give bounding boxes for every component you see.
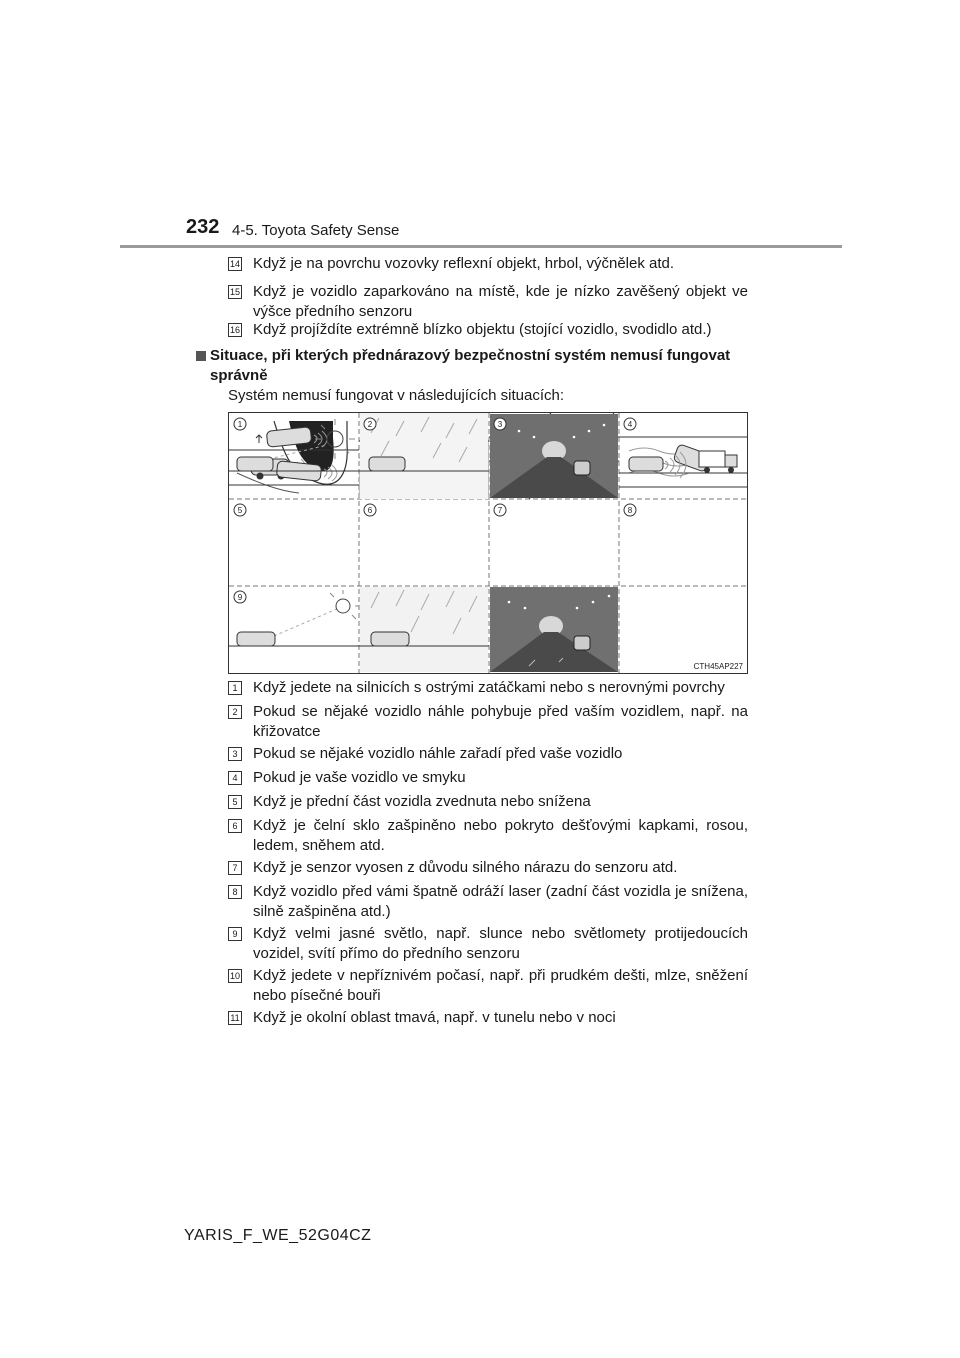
item-text: Když vozidlo před vámi špatně odráží laser (zadní část vozidla je snížena, silně zašpiněna atd.) bbox=[253, 883, 748, 920]
panel-label-3 bbox=[494, 418, 506, 430]
item-text: Když je senzor vyosen z důvodu silného nárazu do senzoru atd. bbox=[253, 859, 678, 876]
intro-text: Systém nemusí fungovat v následujících situacích: bbox=[228, 387, 564, 404]
list-item bbox=[228, 744, 748, 764]
item-number-badge: 8 bbox=[228, 885, 242, 899]
panel-label-8 bbox=[624, 504, 636, 516]
panel-label-text: 3 bbox=[497, 420, 503, 429]
panel-label-7 bbox=[494, 504, 506, 516]
figure-code: CTH45AP227 bbox=[693, 662, 743, 671]
list-item bbox=[228, 678, 748, 698]
item-text: Když je vozidlo zaparkováno na místě, kde je nízko zavěšený objekt ve výšce předního senzoru bbox=[253, 283, 748, 320]
heading-text: Situace, při kterých přednárazový bezpečnostní systém nemusí fungovat správně bbox=[210, 347, 731, 384]
situations-illustration bbox=[229, 413, 747, 673]
panel-label-text: 6 bbox=[367, 506, 373, 515]
list-item bbox=[228, 966, 748, 1006]
panel-11-tunnel-drawing bbox=[490, 414, 618, 498]
panel-label-1 bbox=[234, 418, 246, 430]
item-text: Když je okolní oblast tmavá, např. v tunelu nebo v noci bbox=[253, 1009, 616, 1026]
list-item bbox=[228, 1008, 748, 1028]
heading-bullet-icon bbox=[196, 351, 206, 361]
item-text: Když je přední část vozidla zvednuta nebo snížena bbox=[253, 793, 591, 810]
list-item bbox=[228, 792, 748, 812]
item-number-badge: 7 bbox=[228, 861, 242, 875]
list-item bbox=[228, 882, 748, 922]
item-number-badge: 15 bbox=[229, 287, 240, 297]
page-number: 232 bbox=[186, 216, 220, 238]
item-number-badge: 3 bbox=[228, 747, 242, 761]
panel-label-4 bbox=[624, 418, 636, 430]
item-text: Pokud se nějaké vozidlo náhle pohybuje před vaším vozidlem, např. na křižovatce bbox=[253, 703, 748, 740]
panel-label-6 bbox=[364, 504, 376, 516]
item-number-badge: 5 bbox=[228, 795, 242, 809]
panel-label-text: 5 bbox=[237, 506, 243, 515]
model-code: YARIS_F_WE_52G04CZ bbox=[184, 1227, 372, 1244]
list-item bbox=[228, 816, 748, 856]
item-number-badge: 2 bbox=[228, 705, 242, 719]
section-title: 4-5. Toyota Safety Sense bbox=[232, 222, 400, 239]
item-number-badge: 4 bbox=[228, 771, 242, 785]
item-text: Když velmi jasné světlo, např. slunce nebo světlomety protijedoucích vozidel, svítí přímo do předního senzoru bbox=[253, 925, 748, 962]
item-number-badge: 10 bbox=[229, 971, 240, 981]
list-item bbox=[228, 320, 748, 340]
panel-10-bad-weather-drawing bbox=[359, 413, 489, 499]
item-number-badge: 14 bbox=[229, 259, 240, 269]
situations-figure bbox=[228, 412, 748, 674]
panel-5-raised-lowered-front-drawing bbox=[229, 427, 359, 485]
item-text: Když je čelní sklo zašpiněno nebo pokryto dešťovými kapkami, rosou, ledem, sněhem atd. bbox=[253, 817, 748, 854]
item-number-badge: 11 bbox=[228, 1011, 242, 1025]
header-rule bbox=[120, 245, 842, 248]
panel-label-5 bbox=[234, 504, 246, 516]
list-item bbox=[228, 254, 748, 274]
panel-label-2 bbox=[364, 418, 376, 430]
item-number-badge: 1 bbox=[228, 681, 242, 695]
list-item bbox=[228, 702, 748, 742]
panel-label-text: 9 bbox=[237, 593, 243, 602]
list-item bbox=[228, 858, 748, 878]
item-text: Když je na povrchu vozovky reflexní objekt, hrbol, výčnělek atd. bbox=[253, 255, 675, 272]
list-item bbox=[228, 768, 748, 788]
item-number-badge: 16 bbox=[229, 325, 240, 335]
item-number-badge: 6 bbox=[228, 819, 242, 833]
item-text: Pokud je vaše vozidlo ve smyku bbox=[253, 769, 466, 786]
panel-label-text: 4 bbox=[627, 420, 633, 429]
panel-label-text: 7 bbox=[497, 506, 503, 515]
item-number-badge: 9 bbox=[228, 927, 242, 941]
list-item bbox=[228, 282, 748, 322]
panel-label-text: 1 bbox=[237, 420, 243, 429]
item-text: Když jedete na silnicích s ostrými zatáčkami nebo s nerovnými povrchy bbox=[253, 679, 725, 696]
item-text: Pokud se nějaké vozidlo náhle zařadí před vaše vozidlo bbox=[253, 745, 623, 762]
panel-label-text: 2 bbox=[367, 420, 373, 429]
section-heading bbox=[196, 346, 748, 386]
list-item bbox=[228, 924, 748, 964]
panel-label-text: 8 bbox=[627, 506, 633, 515]
item-text: Když jedete v nepříznivém počasí, např. při prudkém dešti, mlze, sněžení nebo písečné bouři bbox=[253, 967, 748, 1004]
item-text: Když projíždíte extrémně blízko objektu (stojící vozidlo, svodidlo atd.) bbox=[253, 321, 712, 338]
panel-label-9 bbox=[234, 591, 246, 603]
